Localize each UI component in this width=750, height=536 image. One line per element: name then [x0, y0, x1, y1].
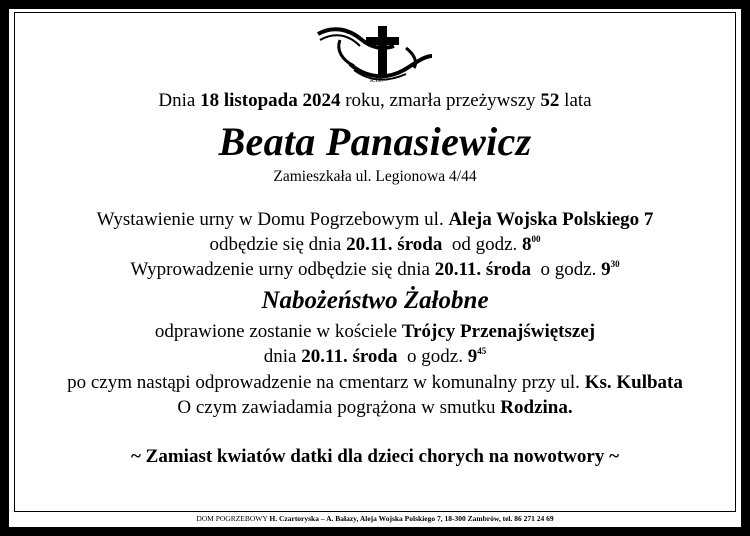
- urn-display-hour: 8: [522, 234, 532, 255]
- death-date: 18 listopada 2024: [200, 90, 341, 111]
- service-minutes: 45: [477, 346, 487, 356]
- donation-note: ~ Zamiast kwiatów datki dla dzieci chorych na nowotwory ~: [131, 446, 619, 467]
- cross-with-ribbon-emblem: [310, 20, 436, 86]
- cemetery-street: Ks. Kulbata: [584, 372, 683, 393]
- procession-line: Wyprowadzenie urny odbędzie się dnia 20.11. środa o godz. $9^{30}$: [130, 259, 620, 280]
- age-value: 52: [540, 90, 560, 111]
- service-hour: 9: [467, 346, 478, 367]
- funeral-home-address: Aleja Wojska Polskiego 7: [448, 209, 654, 230]
- residence-address: Zamieszkała ul. Legionowa 4/44: [273, 168, 477, 185]
- svg-text:R.I.P.: R.I.P.: [370, 78, 384, 84]
- family-announcement-line: O czym zawiadamia pogrążona w smutku Rodzina.: [177, 397, 573, 418]
- urn-display-time-line: odbędzie się dnia 20.11. środa od godz. $8^{00}$: [209, 234, 541, 255]
- deceased-name: Beata Panasiewicz: [218, 119, 532, 164]
- funeral-service-heading: Nabożeństwo Żałobne: [261, 287, 489, 314]
- church-name: Trójcy Przenajświętszej: [401, 321, 596, 342]
- urn-display-minutes: 00: [531, 234, 541, 244]
- service-church-line: odprawione zostanie w kościele Trójcy Przenajświętszej: [154, 321, 596, 342]
- service-date: 20.11. środa: [301, 346, 398, 367]
- service-time-line: dnia 20.11. środa o godz. $9^{45}$: [263, 346, 487, 367]
- death-announcement-line: Dnia 18 listopada 2024 roku, zmarła przeżywszy 52 lata: [158, 90, 592, 111]
- funeral-home-details: H. Czartoryska – A. Bałazy, Aleja Wojska Polskiego 7, 18-300 Zambrów, tel. 86 271 24 69: [269, 514, 554, 523]
- urn-display-date: 20.11. środa: [346, 234, 443, 255]
- procession-minutes: 30: [610, 259, 620, 269]
- procession-hour: 9: [601, 259, 611, 280]
- family-signature: Rodzina.: [500, 397, 573, 418]
- funeral-home-footer: DOM POGRZEBOWY H. Czartoryska – A. Bałazy, Aleja Wojska Polskiego 7, 18-300 Zambrów, tel. 86 271 24 69: [196, 514, 554, 523]
- cemetery-line: po czym nastąpi odprowadzenie na cmentarz w komunalny przy ul. Ks. Kulbata: [67, 372, 683, 393]
- procession-date: 20.11. środa: [434, 259, 531, 280]
- urn-display-location-line: Wystawienie urny w Domu Pogrzebowym ul. Aleja Wojska Polskiego 7: [96, 209, 654, 230]
